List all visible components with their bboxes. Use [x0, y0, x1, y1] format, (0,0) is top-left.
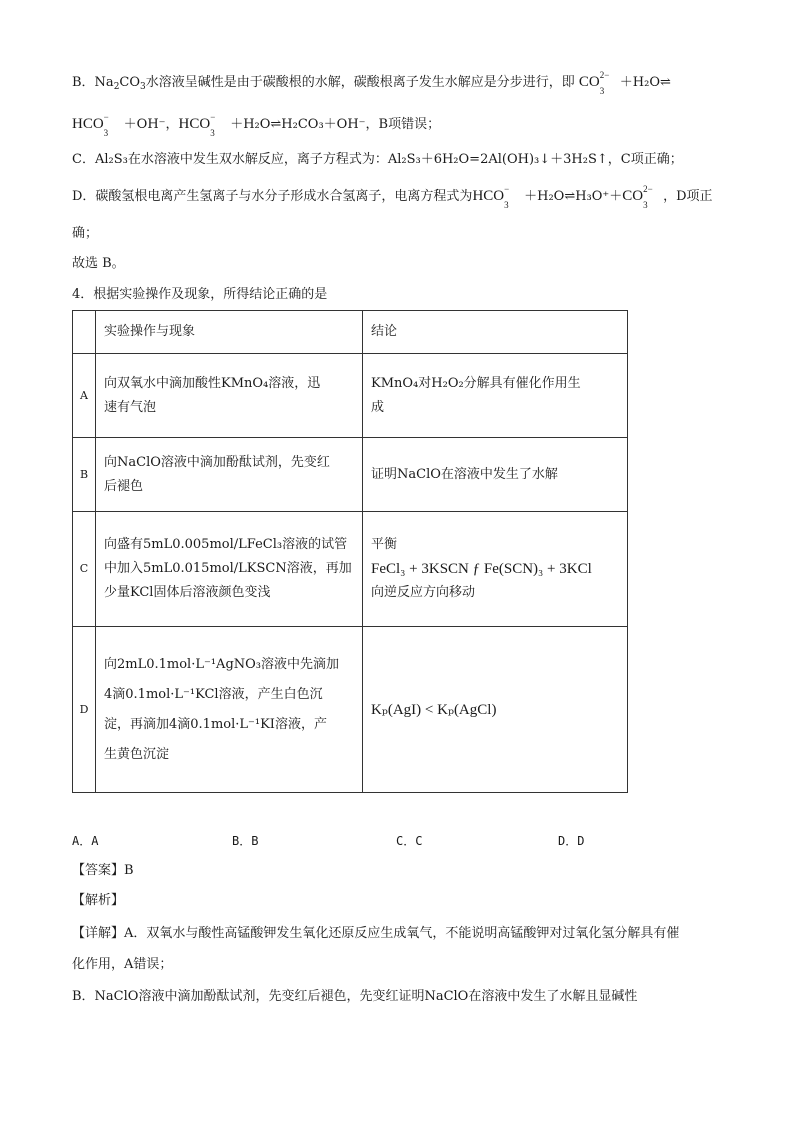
cell-line: 向双氧水中滴加酸性KMnO₄溶液，迅 [104, 375, 321, 391]
text: ＋H₂O⇌ [619, 75, 671, 90]
option-b[interactable]: B．B [232, 834, 259, 848]
ksp-comparison: Kₚ(AgI) < Kₚ(AgCl) [371, 701, 497, 718]
text: 水溶液呈碱性是由于碳酸根的水解，碳酸根离子发生水解应是分步进行，即 [145, 75, 575, 90]
detail-line2: 化作用，A错误； [72, 957, 173, 972]
cell-line: 4滴0.1mol·L⁻¹KCl溶液，产生白色沉 [104, 686, 323, 702]
explanation-d-line1 [72, 184, 713, 210]
row-label: C [73, 512, 96, 627]
subscript: 3 [140, 82, 146, 92]
bicarbonate-ion: HCO − 3 [72, 112, 109, 138]
explanation-c: C．Al₂S₃在水溶液中发生双水解反应，离子方程式为：Al₂S₃＋6H₂O=2Al(OH)₃↓＋3H₂S↑，C项正确； [72, 152, 683, 167]
final-choice: 故选 B。 [72, 256, 125, 271]
table-row [73, 438, 628, 512]
table-row [73, 627, 628, 793]
explanation-b-line1 [72, 72, 671, 97]
cell-line: KMnO₄对H₂O₂分解具有催化作用生 [371, 375, 581, 391]
text: D．碳酸氢根电离产生氢离子与水分子形成水合氢离子，电离方程式为 [72, 189, 473, 204]
carbonate-ion: CO 2− 3 [578, 70, 610, 96]
table-header-row [73, 311, 628, 354]
cell-line: 生黄色沉淀 [104, 746, 170, 762]
subscript: 2 [113, 82, 120, 92]
table-row [73, 512, 628, 627]
option-c[interactable]: C．C [396, 834, 423, 848]
cell-line: 向2mL0.1mol·L⁻¹AgNO₃溶液中先滴加 [104, 656, 340, 672]
cell-line: 向NaClO溶液中滴加酚酞试剂，先变红 [104, 454, 330, 470]
operation-cell [96, 354, 363, 438]
row-label: B [73, 438, 96, 512]
detail-line3: B．NaClO溶液中滴加酚酞试剂，先变红后褪色，先变红证明NaClO在溶液中发生了水解且显碱性 [72, 989, 638, 1004]
question-4-title: 4．根据实验操作及现象，所得结论正确的是 [72, 287, 328, 302]
explanation-b-line2 [72, 112, 441, 138]
text: ＋H₂O⇌H₃O⁺＋ [524, 189, 623, 204]
option-d[interactable]: D．D [558, 834, 585, 848]
detail-line1: 【详解】A．双氧水与酸性高锰酸钾发生氧化还原反应生成氧气，不能说明高锰酸钾对过氧化氢分解具有催 [72, 926, 680, 941]
table-header-operation: 实验操作与现象 [96, 311, 363, 354]
bicarbonate-ion: HCO − 3 [178, 112, 216, 138]
experiment-table [72, 310, 628, 793]
text: ＋OH⁻， [123, 117, 179, 132]
carbonate-ion: CO 2− 3 [622, 184, 653, 210]
text: ，D项正 [663, 189, 713, 204]
table-header-conclusion: 结论 [363, 311, 628, 354]
cell-line: 向盛有5mL0.005mol/LFeCl₃溶液的试管 [104, 537, 348, 552]
cell-line: 少量KCl固体后溶液颜色变浅 [104, 585, 271, 600]
cell-line: 速有气泡 [104, 399, 157, 415]
text: CO [119, 75, 141, 90]
bicarbonate-ion: HCO − 3 [472, 184, 510, 210]
conclusion-cell [363, 627, 628, 793]
cell-line: 平衡 [371, 537, 398, 552]
cell-line: 后褪色 [104, 478, 144, 494]
explanation-d-line2: 确； [72, 226, 99, 241]
text: B．Na [72, 75, 114, 90]
cell-line: 证明NaClO在溶液中发生了水解 [371, 466, 558, 482]
operation-cell [96, 512, 363, 627]
text: ＋H₂O⇌H₂CO₃＋OH⁻，B项错误； [230, 117, 441, 132]
conclusion-cell [363, 354, 628, 438]
analysis-label: 【解析】 [72, 893, 125, 908]
conclusion-cell [363, 512, 628, 627]
cell-line: 淀，再滴加4滴0.1mol·L⁻¹KI溶液，产 [104, 716, 327, 732]
equilibrium-equation: FeCl₃ + 3KSCN ƒ Fe(SCN)₃ + 3KCl [371, 561, 592, 577]
option-a[interactable]: A．A [72, 834, 99, 848]
operation-cell [96, 438, 363, 512]
answer-line: 【答案】B [72, 863, 134, 878]
operation-cell [96, 627, 363, 793]
cell-line: 成 [371, 399, 385, 415]
conclusion-cell [363, 438, 628, 512]
cell-line: 中加入5mL0.015mol/LKSCN溶液，再加 [104, 561, 352, 576]
row-label: A [73, 354, 96, 438]
table-header-empty [73, 311, 96, 354]
table-row [73, 354, 628, 438]
row-label: D [73, 627, 96, 793]
cell-line: 向逆反应方向移动 [371, 585, 476, 600]
